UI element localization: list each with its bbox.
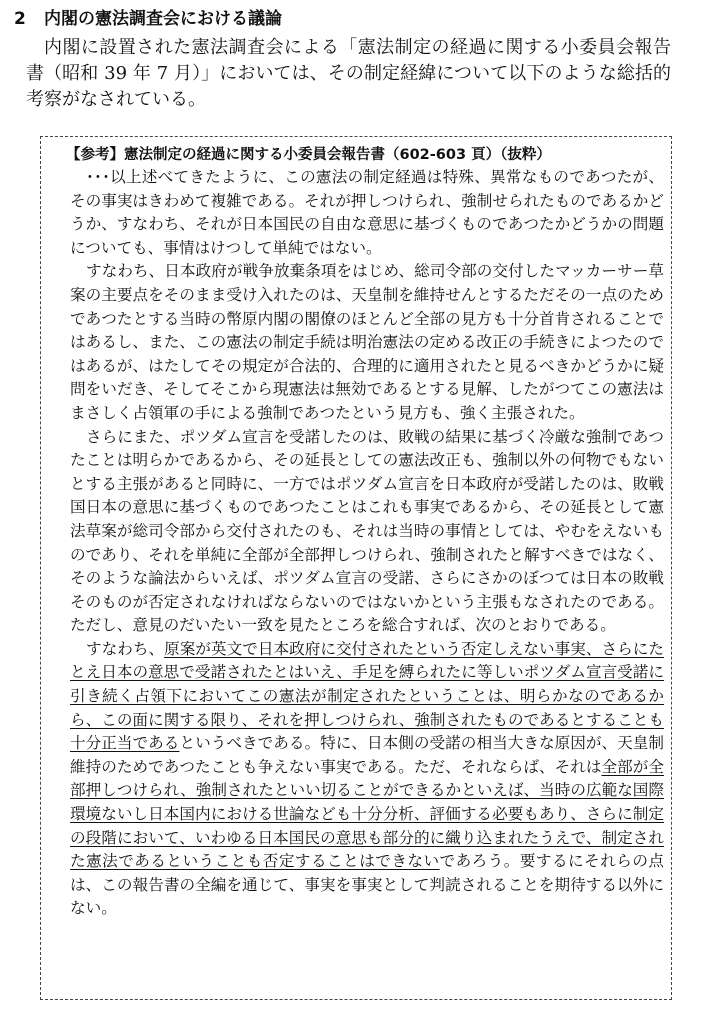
quote-body [70,166,664,921]
section-number: 2 [14,9,26,29]
underlined-passage-1: 原案が英文で日本政府に交付されたという否定しえない事実、さらにたとえ日本の意思で受諾されたとはいえ、手足を縛られたに等しいポツダム宣言受諾に引き続く占領下においてこの憲法が制定されたということは、明らかなのであるから、この面に関する限り、それを押しつけられ、強制されたものであるとすることも十分正当である [70,639,664,753]
quote-paragraph-2: すなわち、日本政府が戦争放棄条項をはじめ、総司令部の交付したマッカーサー草案の主要点をそのまま受け入れたのは、天皇制を維持せんとするただその一点のためであつたとする当時の幣原内閣の閣僚のほとんど全部の見方も十分首肯されることではあるし、また、この憲法の制定手続は明治憲法の定める改正の手続きによつたのではあるが、はたしてその規定が合法的、合理的に適用されたと見るべきかどうかに疑問をいだき、そしてそこから現憲法は無効であるとする見解、したがつてこの憲法はまさしく占領軍の手による強制であつたという見方も、強く主張された。 [70,262,664,422]
quote-title: 【参考】憲法制定の経過に関する小委員会報告書（602-603 頁）（抜粋） [66,147,551,163]
intro-paragraph: 内閣に設置された憲法調査会による「憲法制定の経過に関する小委員会報告書（昭和 39 年 7 月）」においては、その制定経緯について以下のような総括的考察がなされている。 [26,37,671,110]
p4-middle: というべきである。特に、日本側の受諾の相当大きな原因が、天皇制維持のためであつたことも争えない事実である。ただ、それならば、それは [70,734,664,776]
quote-paragraph-3: さらにまた、ポツダム宣言を受諾したのは、敗戦の結果に基づく冷厳な強制であつたことは明らかであるから、その延長としての憲法改正も、強制以外の何物でもないとする主張があると同時に、一方ではポツダム宣言を日本政府が受諾したのは、敗戦国日本の意思に基づくものであつたことはこれも事実であるから、その延長として憲法草案が総司令部から交付されたのも、それは当時の事情としては、やむをえないものであり、それを単純に全部が全部押しつけられ、強制されたと解すべきではなく、そのような論法からいえば、ポツダム宣言の受諾、さらにさかのぼつては日本の敗戦そのものが否定されなければならないのではないかという主張もなされたのである。ただし、意見のだいたい一致を見たところを総合すれば、次のとおりである。 [70,427,664,635]
section-heading [14,8,282,30]
p4-lead: すなわち、 [86,639,165,658]
underlined-passage-2: 全部が全部押しつけられ、強制されたといい切ることができるかといえば、当時の広範な国際環境ないし日本国内における世論なども十分分析、評価する必要もあり、さらに制定の段階において、いわゆる日本国民の意思も部分的に織り込まれたうえで、制定された憲法であるということも否定することはできない [70,757,664,871]
quote-paragraph-1: ･･･以上述べてきたように、この憲法の制定経過は特殊、異常なものであつたが、その事実はきわめて複雑である。それが押しつけられ、強制せられたものであるかどうか、すなわち、それが日本国民の自由な意思に基づくものであつたかどうかの問題についても、事情はけつして単純ではない。 [70,168,664,257]
p4-tail: であろう。要するにそれらの点は、この報告書の全編を通じて、事実を事実として判読されることを期待する以外にない。 [70,852,664,918]
quote-paragraph-4 [70,638,664,921]
reference-quote-box [40,136,672,1000]
section-title: 内閣の憲法調査会における議論 [44,9,282,29]
